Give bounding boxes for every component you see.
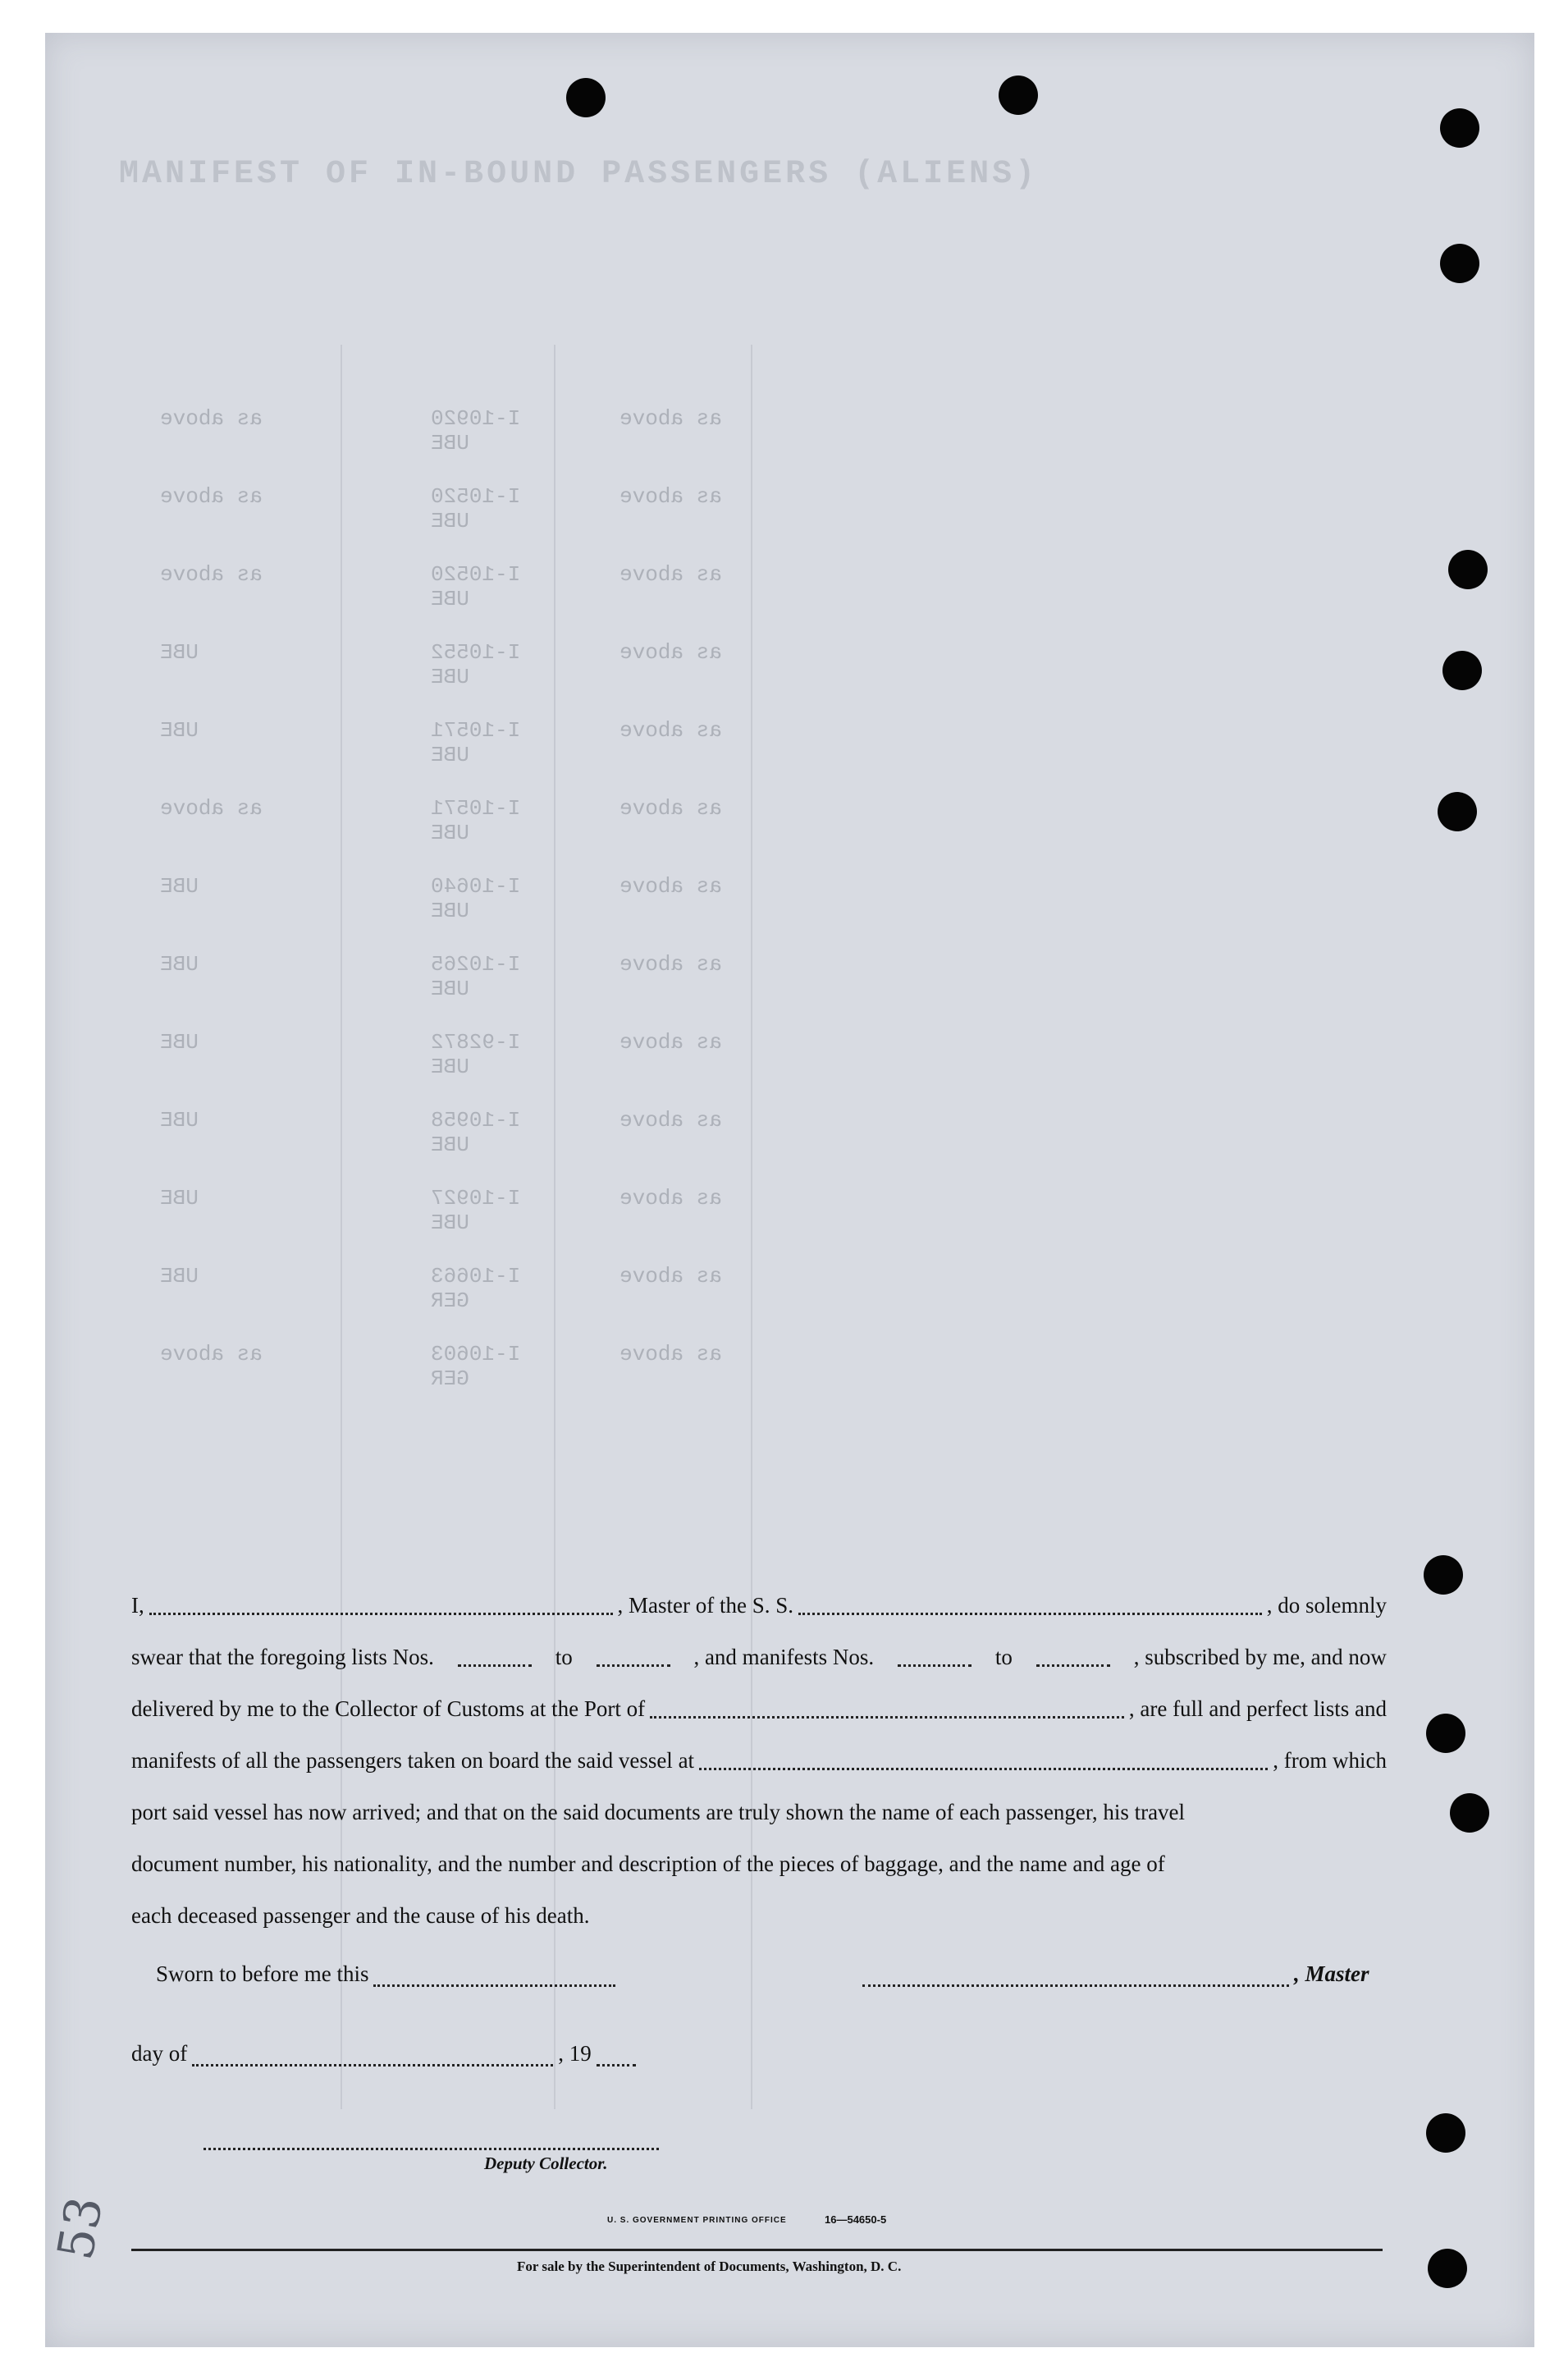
- port-field[interactable]: [650, 1716, 1124, 1719]
- ghost-cell: as above: [619, 1030, 722, 1055]
- ghost-cell: as above: [619, 640, 722, 665]
- oath-line-2: [131, 1632, 1387, 1683]
- manifests-from-field[interactable]: [898, 1664, 972, 1667]
- ghost-row: [45, 1108, 1534, 1157]
- ghost-row: [45, 1342, 1534, 1391]
- ghost-nationality: UBE: [431, 899, 469, 923]
- ghost-cell: as above: [619, 718, 722, 743]
- ghost-doc-number: I-10520: [431, 484, 521, 509]
- ghost-row: [45, 718, 1534, 767]
- ghost-nationality: GER: [431, 1288, 469, 1313]
- ghost-cell: as above: [619, 1108, 722, 1133]
- ghost-nationality: GER: [431, 1366, 469, 1391]
- ghost-nationality: UBE: [431, 743, 469, 767]
- footer-rule: [131, 2249, 1383, 2251]
- lists-to-field[interactable]: [597, 1664, 670, 1667]
- ghost-cell: as above: [619, 874, 722, 899]
- oath-line-3: [131, 1683, 1387, 1735]
- form-code: 16—54650-5: [825, 2213, 887, 2226]
- handwritten-mark: 53: [47, 2192, 115, 2264]
- ghost-doc-number: I-10927: [431, 1186, 521, 1211]
- oath-text: manifests of all the passengers taken on board the said vessel at: [131, 1748, 695, 1773]
- ghost-doc-number: I-10958: [431, 1108, 521, 1133]
- ghost-cell: as above: [619, 406, 722, 431]
- ghost-row: [45, 796, 1534, 845]
- oath-line-4: [131, 1735, 1387, 1787]
- oath-text: , do solemnly: [1266, 1593, 1388, 1618]
- month-field[interactable]: [192, 2064, 553, 2066]
- lists-from-field[interactable]: [458, 1664, 532, 1667]
- boarding-port-field[interactable]: [699, 1768, 1268, 1770]
- ghost-cell: as above: [160, 562, 263, 587]
- ghost-doc-number: I-10663: [431, 1264, 521, 1288]
- oath-text: delivered by me to the Collector of Customs at the Port of: [131, 1696, 646, 1721]
- ghost-doc-number: I-10640: [431, 874, 521, 899]
- oath-text: , Master of the S. S.: [617, 1593, 793, 1618]
- sworn-date-field[interactable]: [373, 1984, 615, 1987]
- master-signature-field[interactable]: [862, 1984, 1289, 1987]
- oath-statement: [131, 1580, 1387, 1942]
- ghost-doc-number: I-10920: [431, 406, 521, 431]
- ghost-row: [45, 640, 1534, 689]
- oath-text: , and manifests Nos.: [693, 1645, 875, 1669]
- ghost-nationality: UBE: [431, 587, 469, 611]
- ghost-cell: UBE: [160, 1264, 199, 1288]
- oath-line-5: port said vessel has now arrived; and that on the said documents are truly shown the name of each passenger, his travel: [131, 1800, 1186, 1824]
- sworn-label: Sworn to before me this: [156, 1961, 369, 1986]
- ghost-cell: UBE: [160, 1030, 199, 1055]
- ghost-nationality: UBE: [431, 977, 469, 1001]
- printer-imprint: U. S. GOVERNMENT PRINTING OFFICE: [607, 2216, 787, 2225]
- ghost-cell: UBE: [160, 952, 199, 977]
- ghost-row: [45, 952, 1534, 1001]
- ghost-row: [45, 484, 1534, 533]
- year-label: , 19: [558, 2041, 592, 2066]
- ghost-cell: as above: [619, 1264, 722, 1288]
- ghost-cell: UBE: [160, 1186, 199, 1211]
- ghost-cell: as above: [619, 796, 722, 821]
- ghost-doc-number: I-10571: [431, 718, 521, 743]
- day-label: day of: [131, 2041, 188, 2066]
- ghost-cell: as above: [619, 1186, 722, 1211]
- ghost-cell: UBE: [160, 718, 199, 743]
- ghost-cell: UBE: [160, 874, 199, 899]
- ghost-row: [45, 1030, 1534, 1079]
- ghost-nationality: UBE: [431, 665, 469, 689]
- ghost-cell: as above: [160, 1342, 263, 1366]
- ghost-doc-number: I-10571: [431, 796, 521, 821]
- oath-text: to: [555, 1645, 573, 1669]
- ghost-header: MANIFEST OF IN-BOUND PASSENGERS (ALIENS): [119, 156, 1039, 193]
- ghost-row: [45, 562, 1534, 611]
- ghost-doc-number: I-10603: [431, 1342, 521, 1366]
- oath-text: I,: [131, 1593, 144, 1618]
- oath-line-1: [131, 1580, 1387, 1632]
- deputy-signature-field[interactable]: [203, 2148, 659, 2150]
- ghost-cell: as above: [619, 1342, 722, 1366]
- sale-notice: For sale by the Superintendent of Documents, Washington, D. C.: [517, 2259, 902, 2274]
- oath-text: , from which: [1273, 1748, 1387, 1773]
- oath-line-7: each deceased passenger and the cause of his death.: [131, 1903, 590, 1928]
- oath-text: , are full and perfect lists and: [1128, 1696, 1387, 1721]
- oath-text: , subscribed by me, and now: [1133, 1645, 1387, 1669]
- manifest-sheet: [45, 33, 1534, 2347]
- ghost-doc-number: I-10520: [431, 562, 521, 587]
- ghost-doc-number: I-10552: [431, 640, 521, 665]
- master-label: , Master: [1294, 1961, 1369, 1986]
- ghost-doc-number: I-10265: [431, 952, 521, 977]
- ghost-row: [45, 1186, 1534, 1235]
- ghost-cell: UBE: [160, 1108, 199, 1133]
- oath-text: to: [994, 1645, 1013, 1669]
- ghost-cell: as above: [160, 484, 263, 509]
- ghost-cell: UBE: [160, 640, 199, 665]
- ghost-cell: as above: [160, 796, 263, 821]
- manifests-to-field[interactable]: [1036, 1664, 1110, 1667]
- ghost-nationality: UBE: [431, 1211, 469, 1235]
- ghost-cell: as above: [619, 562, 722, 587]
- ghost-row: [45, 874, 1534, 923]
- ghost-nationality: UBE: [431, 431, 469, 455]
- ghost-cell: as above: [619, 484, 722, 509]
- ghost-nationality: UBE: [431, 1133, 469, 1157]
- bleed-through-table: [45, 33, 1534, 2347]
- oath-text: swear that the foregoing lists Nos.: [131, 1645, 434, 1669]
- master-name-field[interactable]: [149, 1613, 613, 1615]
- ghost-nationality: UBE: [431, 821, 469, 845]
- ghost-cell: as above: [160, 406, 263, 431]
- vessel-name-field[interactable]: [798, 1613, 1262, 1615]
- ghost-nationality: UBE: [431, 509, 469, 533]
- ghost-row: [45, 406, 1534, 455]
- ghost-nationality: UBE: [431, 1055, 469, 1079]
- ghost-cell: as above: [619, 952, 722, 977]
- deputy-collector-label: Deputy Collector.: [484, 2153, 608, 2173]
- ghost-row: [45, 1264, 1534, 1313]
- ghost-doc-number: I-92872: [431, 1030, 521, 1055]
- year-field[interactable]: [597, 2064, 636, 2066]
- oath-line-6: document number, his nationality, and the number and description of the pieces of baggage, and the name and age of: [131, 1851, 1165, 1876]
